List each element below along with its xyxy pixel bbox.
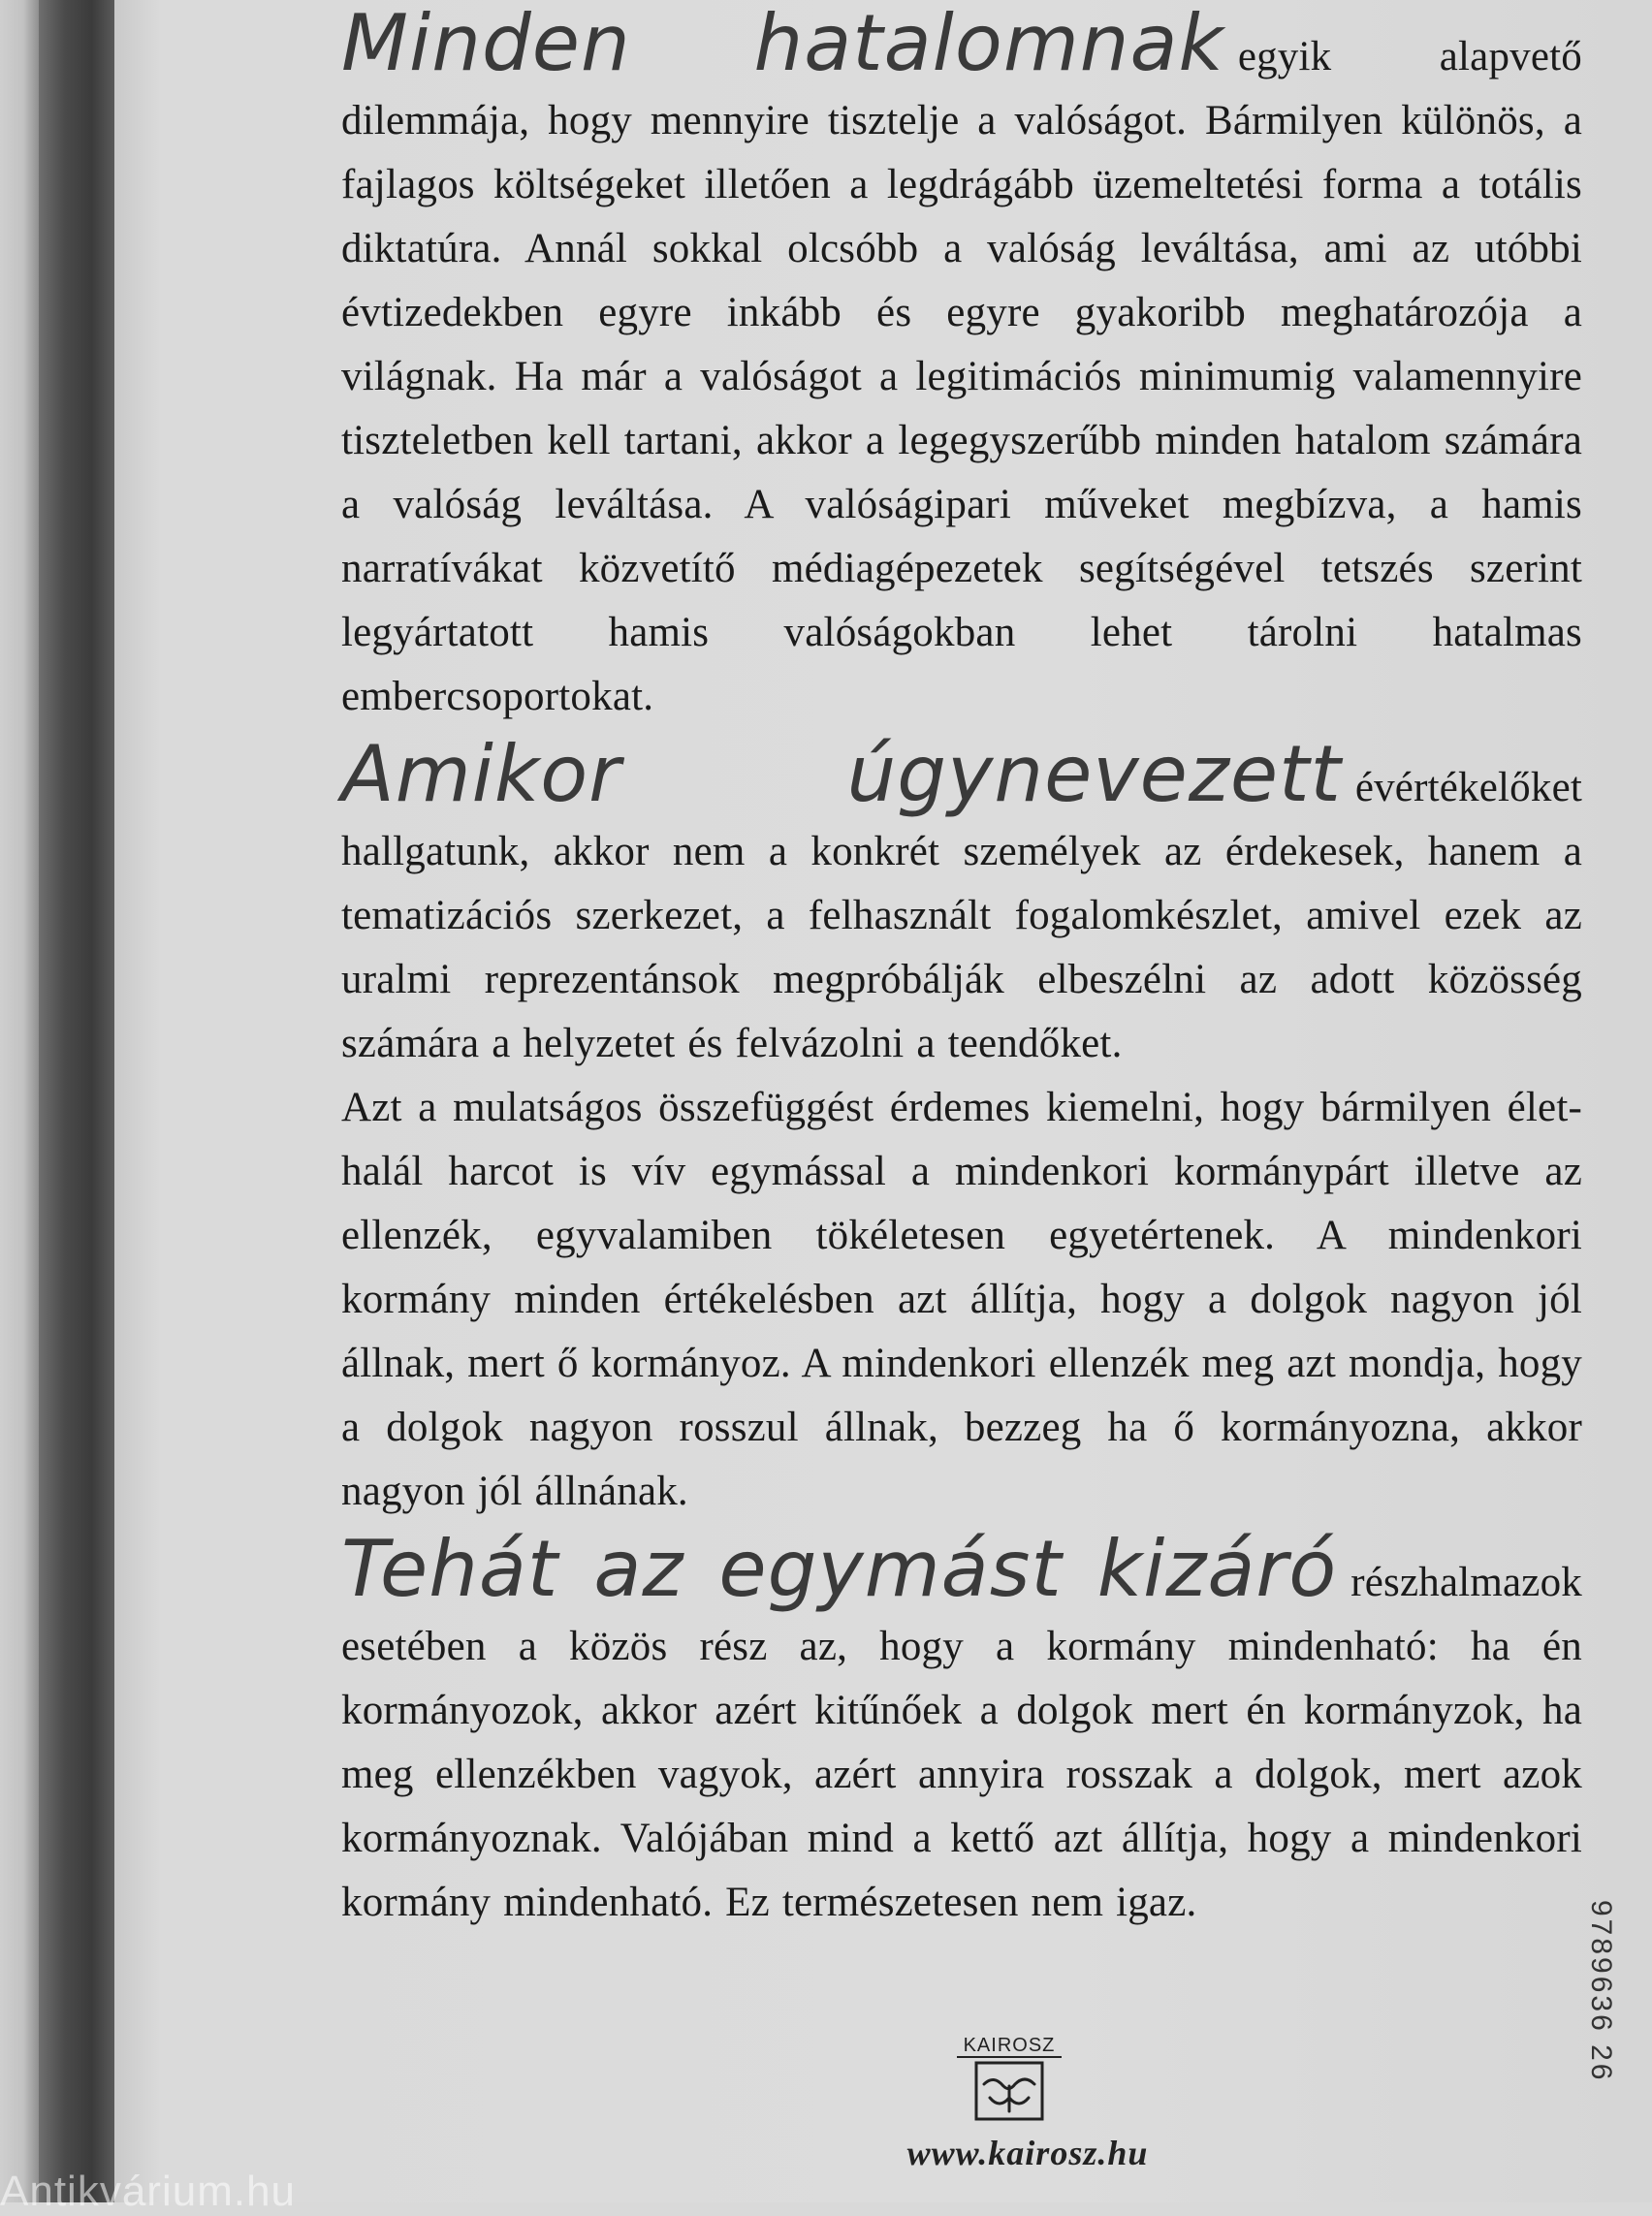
paragraph-3 xyxy=(341,1076,1582,1524)
watermark: Antikvárium.hu xyxy=(0,2168,297,2215)
paragraph-1-body: egyik alapvető dilemmája, hogy mennyire tisztelje a valóságot. Bármilyen különös, a fajlagos költségeket illetően a legdrágább üzemeltetési forma a totális diktatúra. Annál sokkal olcsóbb a valóság leváltása, ami az utóbbi évtizedekben egyre inkább és egyre gyakoribb meghatározója a világnak. Ha már a valóságot a legitimációs minimumig valamennyire tiszteletben kell tartani, akkor a legegyszerűbb minden hatalom számára a valóság leváltása. A valóságipari műveket megbízva, a hamis narratívákat közvetítő médiagépezetek segítségével tetszés szerint legyártatott hamis valóságokban lehet tárolni hatalmas embercsoportokat. xyxy=(341,34,1582,719)
isbn-digits: 9789636 26 xyxy=(1585,1900,1617,2083)
book-spine-shadow xyxy=(39,0,114,2202)
kairosz-logo xyxy=(955,2028,1064,2125)
paragraph-3-body: Azt a mulatságos összefüggést érdemes kiemelni, hogy bármilyen élet-halál harcot is vív egymással a mindenkori kormánypárt illetve az ellenzék, egyvalamiben tökéletesen egyetértenek. A mindenkori kormány minden értékelésben azt állítja, hogy a dolgok nagyon jól állnak, mert ő kormányoz. A mindenkori ellenzék meg azt mondja, hogy a dolgok nagyon rosszul állnak, bezzeg ha ő kormányozna, akkor nagyon jól állnának. xyxy=(341,1085,1582,1514)
paragraph-2-body: évértékelőket hallgatunk, akkor nem a konkrét személyek az érdekesek, hanem a tematizációs szerkezet, a felhasznált fogalomkészlet, amivel ezek az uralmi reprezentánsok megpróbálják elbeszélni az adott közösség számára a helyzetet és felvázolni a teendőket. xyxy=(341,765,1582,1066)
paragraph-1 xyxy=(341,0,1582,729)
paragraph-1-lead: Minden hatalomnak xyxy=(341,0,1224,88)
back-cover-text xyxy=(341,0,1582,1935)
kairosz-logo-icon xyxy=(955,2028,1064,2125)
paragraph-4 xyxy=(341,1524,1582,1935)
paragraph-4-body: részhalmazok esetében a közös rész az, hogy a kormány mindenható: ha én kormányozok, akkor azért kitűnőek a dolgok mert én kormányzok, ha meg ellenzékben vagyok, azért annyira rosszak a dolgok, mert azok kormányoznak. Valójában mind a kettő azt állítja, hogy a mindenkori kormány mindenható. Ez természetesen nem igaz. xyxy=(341,1560,1582,1925)
paragraph-4-lead: Tehát az egymást kizáró xyxy=(341,1524,1338,1614)
logo-wordmark: KAIROSZ xyxy=(963,2035,1056,2056)
paragraph-2 xyxy=(341,729,1582,1076)
paragraph-2-lead: Amikor úgynevezett xyxy=(341,729,1342,819)
publisher-url[interactable]: www.kairosz.hu xyxy=(906,2134,1149,2172)
page-left-edge xyxy=(0,0,39,2202)
